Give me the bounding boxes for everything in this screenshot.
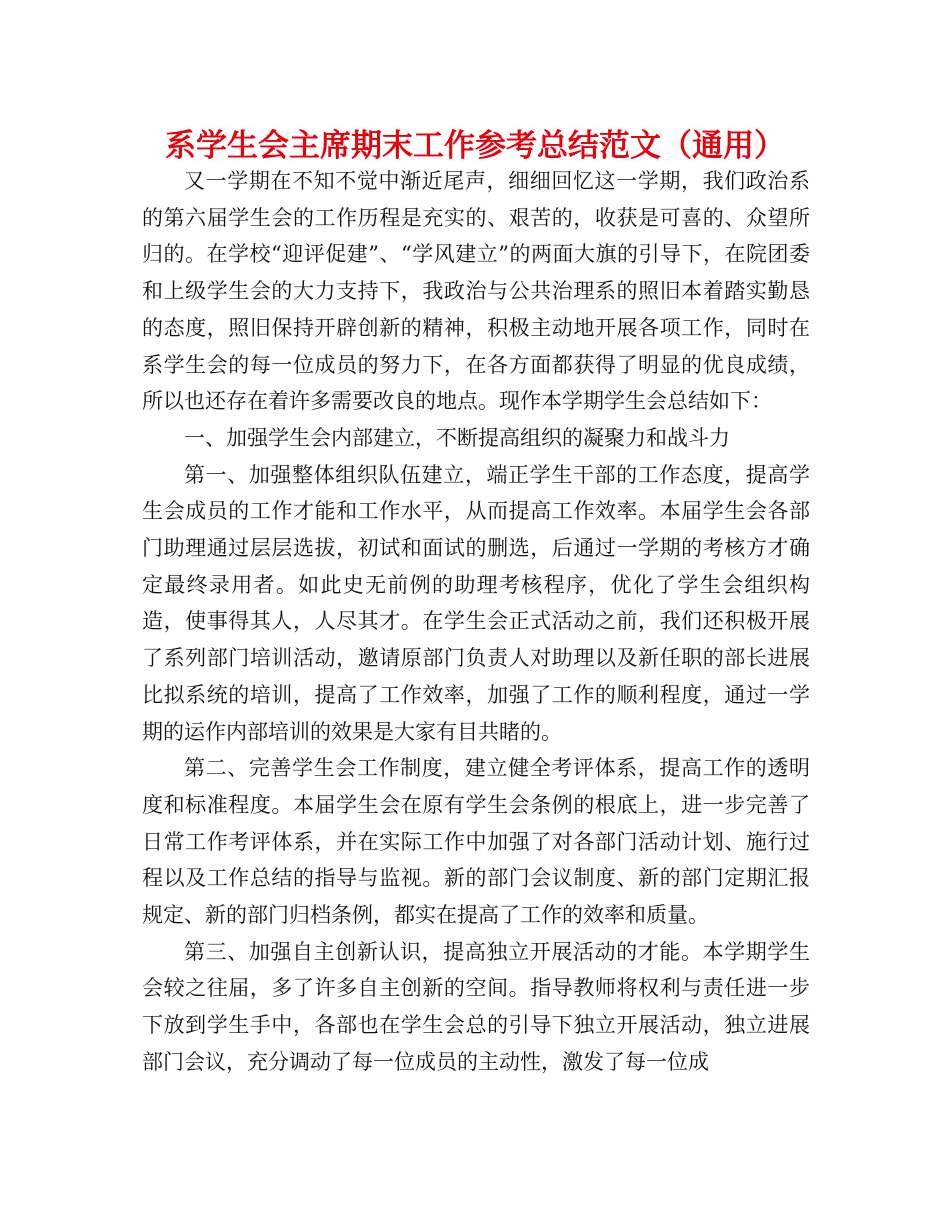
- section-heading-1: 一、加强学生会内部建立，不断提高组织的凝聚力和战斗力: [184, 425, 730, 450]
- paragraph-third-point: 第三、加强自主创新认识，提高独立开展活动的才能。本学期学生会较之往届，多了许多自主创新的空间。指导教师将权利与责任进一步下放到学生手中，各部也在学生会总的引导下独立开展活动，独立进展部门会议，充分调动了每一位成员的主动性，激发了每一位成: [142, 939, 810, 1074]
- paragraph-first-point: 第一、加强整体组织队伍建立，端正学生干部的工作态度，提高学生会成员的工作才能和工作水平，从而提高工作效率。本届学生会各部门助理通过层层选拔，初试和面试的删选，后通过一学期的考核方才确定最终录用者。如此史无前例的助理考核程序，优化了学生会组织构造，使事得其人，人尽其才。在学生会正式活动之前，我们还积极开展了系列部门培训活动，邀请原部门负责人对助理以及新任职的部长进展比拟系统的培训，提高了工作效率，加强了工作的顺利程度，通过一学期的运作内部培训的效果是大家有目共睹的。: [142, 462, 810, 744]
- document-body: [142, 163, 810, 1081]
- paragraph-intro: 又一学期在不知不觉中渐近尾声，细细回忆这一学期，我们政治系的第六届学生会的工作历程是充实的、艰苦的，收获是可喜的、众望所归的。在学校“迎评促建”、“学风建立”的两面大旗的引导下，在院团委和上级学生会的大力支持下，我政治与公共治理系的照旧本着踏实勤恳的态度，照旧保持开辟创新的精神，积极主动地开展各项工作，同时在系学生会的每一位成员的努力下，在各方面都获得了明显的优良成绩，所以也还存在着许多需要改良的地点。现作本学期学生会总结如下：: [142, 169, 810, 414]
- document-title: 系学生会主席期末工作参考总结范文（通用）: [165, 128, 785, 164]
- paragraph-second-point: 第二、完善学生会工作制度，建立健全考评体系，提高工作的透明度和标准程度。本届学生会在原有学生会条例的根底上，进一步完善了日常工作考评体系，并在实际工作中加强了对各部门活动计划、施行过程以及工作总结的指导与监视。新的部门会议制度、新的部门定期汇报规定、新的部门归档条例，都实在提高了工作的效率和质量。: [142, 756, 810, 928]
